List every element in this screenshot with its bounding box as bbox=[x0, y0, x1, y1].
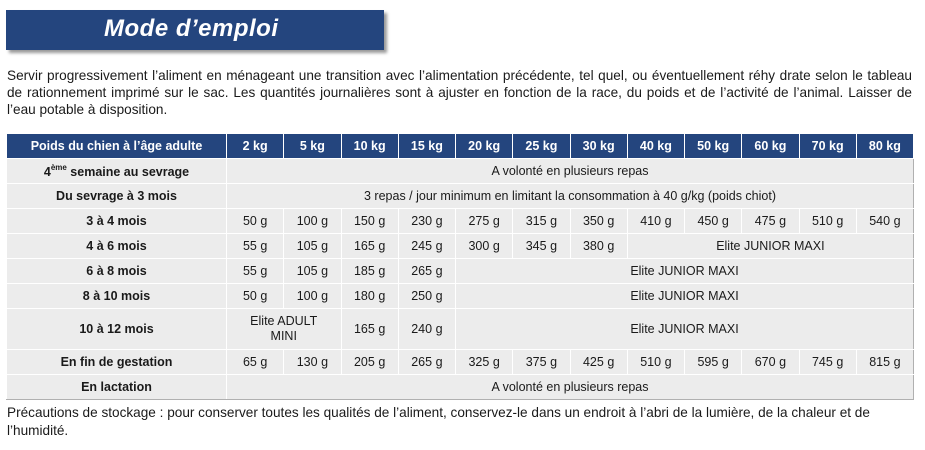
value-cell: 165 g bbox=[341, 309, 398, 350]
page-title: Mode d’emploi bbox=[104, 15, 279, 42]
span-cell: A volonté en plusieurs repas bbox=[227, 375, 914, 400]
row-label: 3 à 4 mois bbox=[7, 209, 227, 234]
value-cell: 410 g bbox=[627, 209, 684, 234]
weight-header: 15 kg bbox=[398, 134, 455, 159]
value-cell: 245 g bbox=[398, 234, 455, 259]
row-label: 10 à 12 mois bbox=[7, 309, 227, 350]
weight-header: 50 kg bbox=[685, 134, 742, 159]
span-cell: Elite JUNIOR MAXI bbox=[627, 234, 913, 259]
weight-header: 30 kg bbox=[570, 134, 627, 159]
row-label: En fin de gestation bbox=[7, 350, 227, 375]
row-label-text: semaine au sevrage bbox=[66, 165, 190, 179]
title-banner bbox=[6, 10, 384, 50]
header-row bbox=[7, 134, 914, 159]
span-cell: Elite ADULT MINI bbox=[227, 309, 342, 350]
table-row bbox=[7, 259, 914, 284]
value-cell: 540 g bbox=[856, 209, 913, 234]
value-cell: 165 g bbox=[341, 234, 398, 259]
value-cell: 670 g bbox=[742, 350, 799, 375]
value-cell: 100 g bbox=[284, 284, 341, 309]
value-cell: 50 g bbox=[227, 209, 284, 234]
value-cell: 105 g bbox=[284, 259, 341, 284]
row-label: 4 à 6 mois bbox=[7, 234, 227, 259]
value-cell: 475 g bbox=[742, 209, 799, 234]
value-cell: 275 g bbox=[456, 209, 513, 234]
value-cell: 745 g bbox=[799, 350, 856, 375]
value-cell: 300 g bbox=[456, 234, 513, 259]
value-cell: 205 g bbox=[341, 350, 398, 375]
value-cell: 185 g bbox=[341, 259, 398, 284]
row-label-superscript: ème bbox=[50, 163, 67, 172]
value-cell: 230 g bbox=[398, 209, 455, 234]
value-cell: 150 g bbox=[341, 209, 398, 234]
value-cell: 510 g bbox=[799, 209, 856, 234]
value-cell: 65 g bbox=[227, 350, 284, 375]
row-label: Du sevrage à 3 mois bbox=[7, 184, 227, 209]
value-cell: 250 g bbox=[398, 284, 455, 309]
value-cell: 50 g bbox=[227, 284, 284, 309]
value-cell: 240 g bbox=[398, 309, 455, 350]
value-cell: 375 g bbox=[513, 350, 570, 375]
weight-header: 70 kg bbox=[799, 134, 856, 159]
weight-header: 20 kg bbox=[456, 134, 513, 159]
value-cell: 595 g bbox=[685, 350, 742, 375]
weight-header: 40 kg bbox=[627, 134, 684, 159]
value-cell: 815 g bbox=[856, 350, 913, 375]
weight-header: 60 kg bbox=[742, 134, 799, 159]
header-label: Poids du chien à l’âge adulte bbox=[7, 134, 227, 159]
storage-note: Précautions de stockage : pour conserver toutes les qualités de l’aliment, conservez-le dans un endroit à l’abri de la lumière, de la chaleur et de l’humidité. bbox=[7, 405, 870, 438]
table-row bbox=[7, 209, 914, 234]
table-row bbox=[7, 375, 914, 400]
span-cell: Elite JUNIOR MAXI bbox=[456, 284, 914, 309]
span-cell: 3 repas / jour minimum en limitant la consommation à 40 g/kg (poids chiot) bbox=[227, 184, 914, 209]
row-label: En lactation bbox=[7, 375, 227, 400]
span-cell: A volonté en plusieurs repas bbox=[227, 159, 914, 184]
value-cell: 425 g bbox=[570, 350, 627, 375]
span-cell: Elite JUNIOR MAXI bbox=[456, 309, 914, 350]
value-cell: 55 g bbox=[227, 234, 284, 259]
value-cell: 265 g bbox=[398, 259, 455, 284]
table-row bbox=[7, 350, 914, 375]
weight-header: 2 kg bbox=[227, 134, 284, 159]
value-cell: 55 g bbox=[227, 259, 284, 284]
row-label: 8 à 10 mois bbox=[7, 284, 227, 309]
value-cell: 265 g bbox=[398, 350, 455, 375]
value-cell: 130 g bbox=[284, 350, 341, 375]
value-cell: 315 g bbox=[513, 209, 570, 234]
value-cell: 345 g bbox=[513, 234, 570, 259]
value-cell: 180 g bbox=[341, 284, 398, 309]
value-cell: 350 g bbox=[570, 209, 627, 234]
feeding-table bbox=[6, 133, 914, 400]
value-cell: 450 g bbox=[685, 209, 742, 234]
weight-header: 10 kg bbox=[341, 134, 398, 159]
weight-header: 25 kg bbox=[513, 134, 570, 159]
intro-paragraph: Servir progressivement l’aliment en ménageant une transition avec l’alimentation précédente, tel quel, ou éventuellement réhy drate selon le tableau de rationnement imprimé sur le sac. Les quantités journalières sont à ajuster en fonction de la race, du poids et de l’activité de l’animal. Laisser de l’eau potable à disposition. bbox=[7, 68, 912, 117]
value-cell: 510 g bbox=[627, 350, 684, 375]
table-row bbox=[7, 234, 914, 259]
table-row bbox=[7, 309, 914, 350]
weight-header: 5 kg bbox=[284, 134, 341, 159]
weight-header: 80 kg bbox=[856, 134, 913, 159]
table-row bbox=[7, 159, 914, 184]
value-cell: 105 g bbox=[284, 234, 341, 259]
value-cell: 380 g bbox=[570, 234, 627, 259]
value-cell: 100 g bbox=[284, 209, 341, 234]
row-label-number: 4 bbox=[43, 165, 51, 179]
span-cell: Elite JUNIOR MAXI bbox=[456, 259, 914, 284]
table-row bbox=[7, 184, 914, 209]
row-label: 6 à 8 mois bbox=[7, 259, 227, 284]
table-row bbox=[7, 284, 914, 309]
value-cell: 325 g bbox=[456, 350, 513, 375]
row-label bbox=[7, 159, 227, 184]
